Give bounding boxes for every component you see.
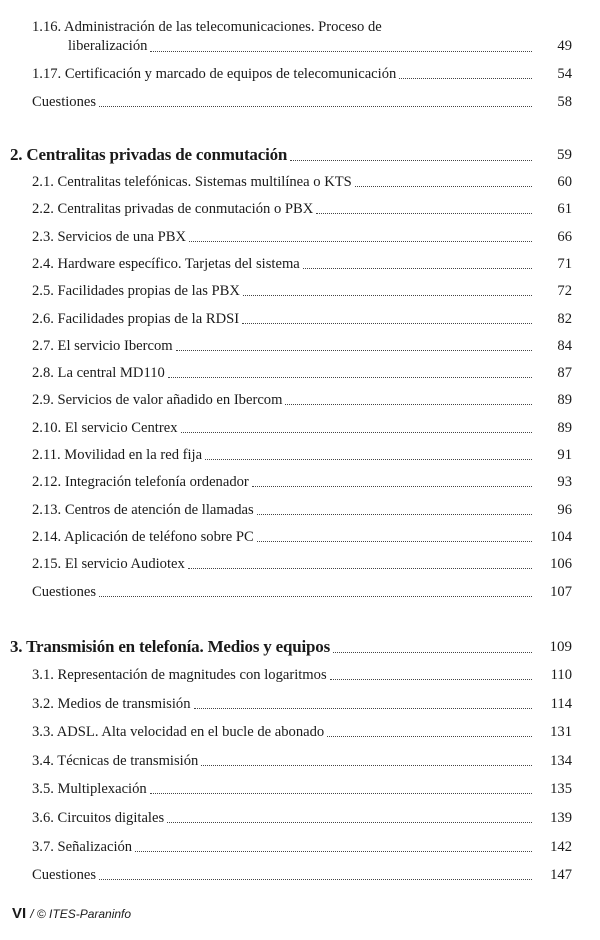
toc-entry	[32, 667, 572, 684]
toc-entry-page: 139	[550, 810, 572, 826]
toc-entry	[32, 474, 572, 491]
toc-entry-page: 93	[557, 474, 572, 491]
toc-entry-page: 135	[550, 781, 572, 798]
toc-entry-page: 58	[557, 94, 572, 110]
leader-dots	[181, 432, 533, 433]
toc-entry-title: 2.13. Centros de atención de llamadas	[32, 501, 254, 518]
toc-entry	[32, 753, 572, 770]
toc-entry-title: 2.2. Centralitas privadas de conmutación o PBX	[32, 201, 314, 218]
toc-entry-page: 147	[550, 867, 572, 884]
toc-entry-1-16	[32, 18, 572, 56]
leader-dots	[176, 350, 532, 351]
toc-entry-page: 71	[557, 255, 572, 272]
toc-entry-title: Cuestiones	[32, 583, 97, 600]
leader-dots	[316, 213, 532, 214]
leader-dots	[327, 736, 532, 737]
toc-entry	[32, 502, 572, 519]
toc-entry	[32, 365, 572, 382]
toc-entry-title: 2.4. Hardware específico. Tarjetas del sistema	[32, 255, 300, 272]
chapter-heading-3	[10, 637, 572, 657]
toc-entry-page: 82	[557, 310, 572, 327]
leader-dots	[242, 323, 532, 324]
toc-entry	[32, 584, 572, 601]
toc-entry	[32, 696, 572, 713]
toc-entry-title: 2.6. Facilidades propias de la RDSI	[32, 310, 240, 327]
toc-entry	[32, 420, 572, 437]
toc-entry-title: 3.3. ADSL. Alta velocidad en el bucle de abonado	[32, 724, 325, 741]
toc-entry	[32, 174, 572, 191]
toc-entry-title: 2.3. Servicios de una PBX	[32, 228, 187, 245]
toc-entry-page: 96	[557, 501, 572, 518]
leader-dots	[167, 822, 532, 823]
toc-entry-page: 49	[557, 38, 572, 54]
toc-entry-title: 1.17. Certificación y marcado de equipos de telecomunicación	[32, 66, 397, 82]
toc-entry-title: 2.15. El servicio Audiotex	[32, 556, 185, 573]
toc-entry-page: 61	[557, 201, 572, 218]
toc-entry	[32, 529, 572, 546]
toc-entry-title: 2.1. Centralitas telefónicas. Sistemas multilínea o KTS	[32, 174, 352, 190]
leader-dots	[135, 851, 532, 852]
toc-entry-page: 84	[557, 337, 572, 354]
toc-entry-1-17	[32, 66, 572, 83]
toc-entry-title: 2.14. Aplicación de teléfono sobre PC	[32, 528, 254, 545]
toc-entry-page: 114	[550, 695, 572, 712]
toc-entry	[32, 201, 572, 218]
leader-dots	[205, 459, 532, 460]
leader-dots	[303, 268, 532, 269]
leader-dots	[243, 295, 532, 296]
toc-entry	[32, 283, 572, 300]
toc-entry-title: 2.11. Movilidad en la red fija	[32, 447, 203, 463]
toc-entry-page: 66	[557, 228, 572, 245]
leader-dots	[355, 186, 532, 187]
toc-entry-page: 54	[557, 66, 572, 82]
toc-entry	[32, 229, 572, 246]
chapter-heading-2	[10, 145, 572, 165]
leader-dots	[99, 596, 532, 597]
toc-entry-page: 104	[550, 528, 572, 545]
page-footer	[12, 905, 131, 922]
toc-entry-page: 72	[557, 283, 572, 300]
toc-entry	[32, 556, 572, 573]
toc-entry-page: 60	[557, 174, 572, 190]
toc-entry	[32, 447, 572, 464]
toc-entry-title-line2: liberalización	[68, 38, 148, 54]
toc-entry-title: Cuestiones	[32, 867, 97, 884]
toc-entry-page: 107	[550, 583, 572, 600]
toc-entry-title: Cuestiones	[32, 94, 97, 110]
toc-entry	[32, 781, 572, 798]
leader-dots	[99, 106, 532, 107]
leader-dots	[150, 51, 532, 52]
toc-entry-title: 2.9. Servicios de valor añadido en Ibercom	[32, 392, 283, 409]
toc-entry-title: 2.12. Integración telefonía ordenador	[32, 474, 249, 491]
leader-dots	[330, 679, 532, 680]
chapter-title: 3. Transmisión en telefonía. Medios y equipos	[10, 637, 331, 656]
leader-dots	[99, 879, 532, 880]
chapter-page: 59	[557, 147, 572, 163]
page-number-roman: VI	[12, 905, 27, 922]
publisher-credit: / © ITES-Paraninfo	[30, 907, 132, 921]
toc-entry-title: 3.5. Multiplexación	[32, 781, 147, 798]
leader-dots	[150, 793, 532, 794]
toc-entry-page: 106	[550, 556, 572, 573]
toc-entry-title: 2.10. El servicio Centrex	[32, 419, 178, 436]
toc-entry	[32, 839, 572, 856]
toc-entry	[32, 810, 572, 827]
leader-dots	[201, 765, 532, 766]
toc-entry-page: 87	[557, 365, 572, 382]
toc-entry-page: 89	[557, 419, 572, 436]
toc-entry	[32, 256, 572, 273]
toc-entry	[32, 392, 572, 409]
toc-entry	[32, 338, 572, 355]
leader-dots	[194, 708, 533, 709]
toc-entry-page: 89	[557, 392, 572, 409]
toc-entry-page: 134	[550, 752, 572, 769]
toc-entry-title: 2.5. Facilidades propias de las PBX	[32, 283, 240, 300]
toc-entry-title: 3.6. Circuitos digitales	[32, 810, 165, 826]
toc-entry	[32, 867, 572, 884]
leader-dots	[168, 377, 532, 378]
leader-dots	[189, 241, 532, 242]
toc-entry-title-line1: 1.16. Administración de las telecomunicaciones. Proceso de	[32, 19, 382, 35]
leader-dots	[290, 160, 532, 161]
leader-dots	[252, 486, 532, 487]
leader-dots	[333, 652, 532, 653]
toc-entry-title: 3.2. Medios de transmisión	[32, 695, 191, 712]
toc-entry	[32, 724, 572, 741]
leader-dots	[399, 78, 532, 79]
toc-entry-page: 91	[557, 447, 572, 463]
toc-entry-page: 110	[550, 667, 572, 683]
leader-dots	[257, 514, 532, 515]
chapter-page: 109	[549, 639, 572, 655]
toc-entry-title: 3.4. Técnicas de transmisión	[32, 752, 199, 769]
toc-entry	[32, 311, 572, 328]
toc-entry-title: 2.8. La central MD110	[32, 365, 165, 382]
toc-entry-title: 3.7. Señalización	[32, 838, 133, 855]
toc-entry-page: 142	[550, 838, 572, 855]
leader-dots	[285, 404, 532, 405]
toc-entry-title: 2.7. El servicio Ibercom	[32, 337, 173, 354]
toc-entry-title: 3.1. Representación de magnitudes con logaritmos	[32, 667, 327, 683]
toc-entry-cuestiones-1	[32, 94, 572, 111]
toc-entry-page: 131	[550, 724, 572, 741]
leader-dots	[188, 568, 532, 569]
leader-dots	[257, 541, 532, 542]
chapter-title: 2. Centralitas privadas de conmutación	[10, 145, 288, 164]
